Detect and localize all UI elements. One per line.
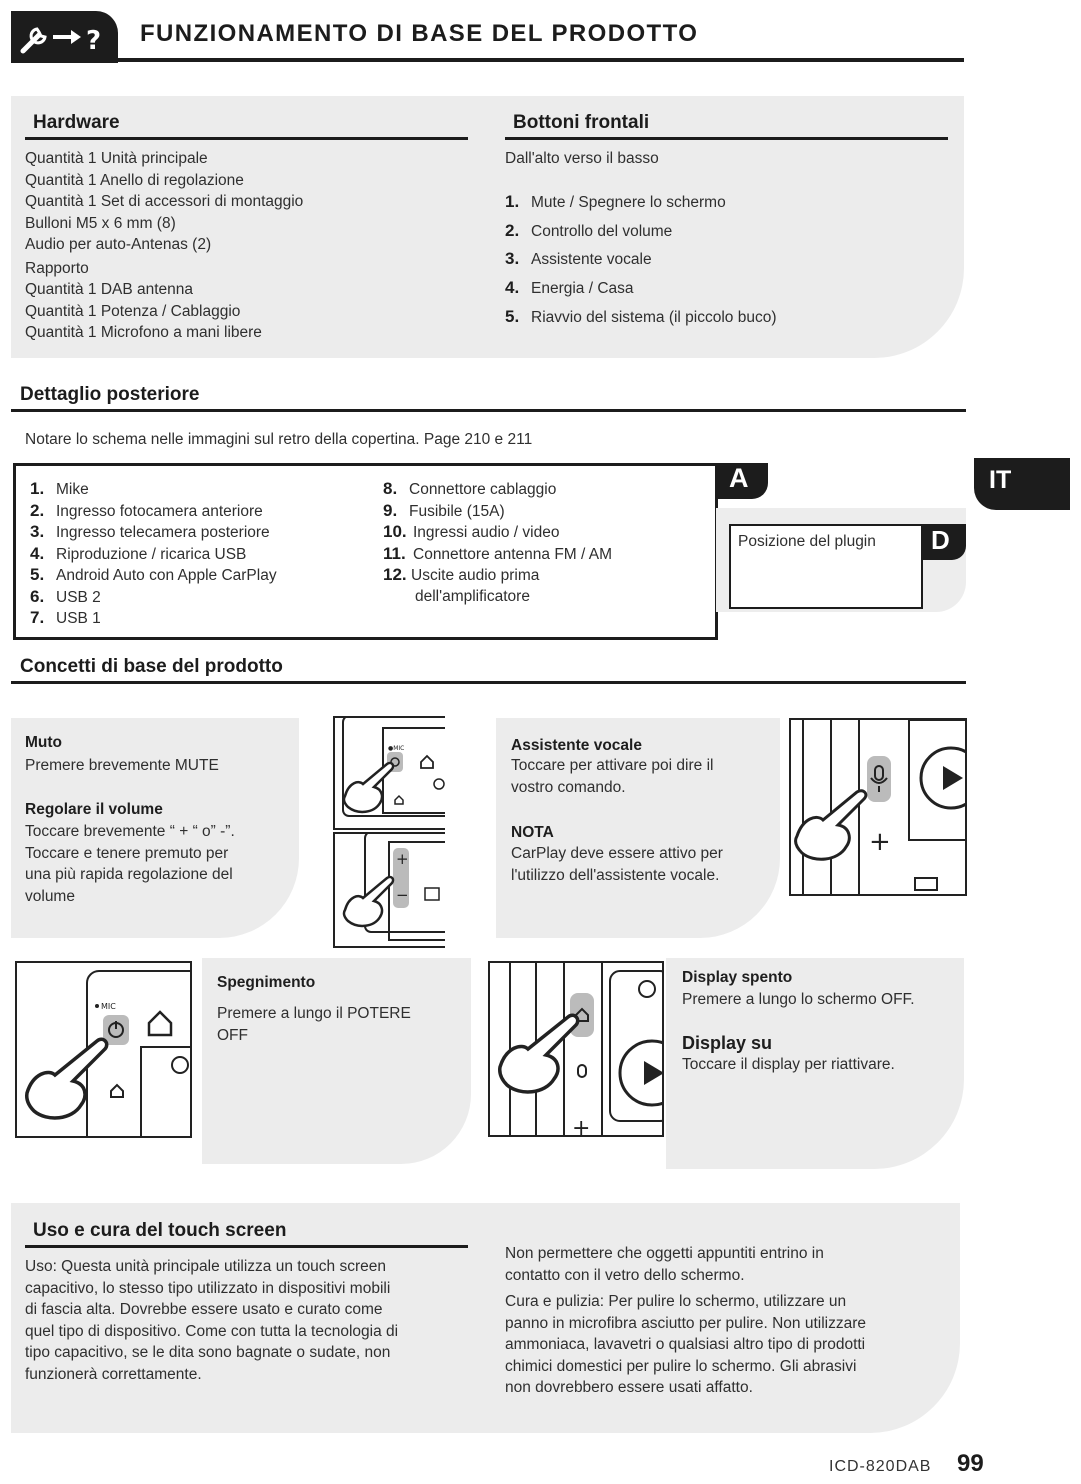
list-item: dell'amplificatore xyxy=(415,587,530,605)
list-item: 5. Riavvio del sistema (il piccolo buco) xyxy=(505,307,777,326)
display-off-text: Premere a lungo lo schermo OFF. xyxy=(682,991,915,1008)
svg-text:MIC: MIC xyxy=(101,1002,116,1011)
list-item: 4. Riproduzione / ricarica USB xyxy=(30,543,247,563)
voice-text: Toccare per attivare poi dire il vostro comando. xyxy=(511,757,714,796)
badge-a-label: A xyxy=(729,463,749,493)
touch-right-p2: Cura e pulizia: Per pulire lo schermo, utilizzare un panno in microfibra asciutto per pulire. Non utilizzare ammoniaca, lavavetri o qualsiasi altro tipo di prodotti chimici domestici per pulire lo schermo. Gli abrasivi non dovrebbero essere usati affatto. xyxy=(505,1293,866,1396)
list-item: 7. USB 1 xyxy=(30,608,101,627)
list-item: Rapporto xyxy=(25,259,89,277)
front-buttons-rule xyxy=(505,137,948,140)
hardware-list xyxy=(25,148,465,344)
touch-right-p1: Non permettere che oggetti appuntiti entrino in contatto con il vetro dello schermo. xyxy=(505,1245,824,1284)
rear-rule xyxy=(11,409,966,412)
poweroff-title: Spegnimento xyxy=(217,974,316,991)
display-on-text: Toccare il display per riattivare. xyxy=(682,1056,895,1073)
language-tab-label: IT xyxy=(989,466,1012,494)
list-item: 3. Assistente vocale xyxy=(505,249,652,268)
list-item: Quantità 1 DAB antenna xyxy=(25,281,194,298)
footer-model: ICD-820DAB xyxy=(829,1458,932,1475)
list-item: 6. USB 2 xyxy=(30,586,101,606)
list-item: Quantità 1 Set di accessori di montaggio xyxy=(25,193,304,210)
concepts-title: Concetti di base del prodotto xyxy=(20,656,283,677)
touch-title: Uso e cura del touch screen xyxy=(33,1220,287,1241)
wrench-arrow-question-icon xyxy=(11,11,118,63)
list-item: Quantità 1 Potenza / Cablaggio xyxy=(25,302,241,320)
list-item: Quantità 1 Anello di regolazione xyxy=(25,171,244,189)
volume-title: Regolare il volume xyxy=(25,801,163,818)
list-item: 11. Connettore antenna FM / AM xyxy=(383,543,613,563)
display-on-title: Display su xyxy=(682,1033,773,1053)
list-item: 10. Ingressi audio / video xyxy=(383,522,560,541)
rear-list-left xyxy=(30,478,370,629)
page-number: 99 xyxy=(957,1450,984,1477)
svg-text:●MIC: ●MIC xyxy=(388,745,405,752)
hardware-rule xyxy=(25,137,468,140)
list-item: Bulloni M5 x 6 mm (8) xyxy=(25,214,176,232)
svg-text:−: − xyxy=(396,886,409,904)
concepts-rule xyxy=(11,681,966,684)
touch-rule xyxy=(25,1245,468,1248)
list-item: 1. Mike xyxy=(30,479,89,498)
list-item: Quantità 1 Microfono a mani libere xyxy=(25,324,262,341)
list-item: 1. Mute / Spegnere lo schermo xyxy=(505,192,726,211)
front-buttons-title: Bottoni frontali xyxy=(513,112,650,133)
list-item: 2. Controllo del volume xyxy=(505,221,673,240)
poweroff-illustration xyxy=(15,961,192,1138)
list-item: Quantità 1 Unità principale xyxy=(25,150,208,167)
plugin-label: Posizione del plugin xyxy=(738,533,876,550)
mute-text: Premere brevemente MUTE xyxy=(25,757,219,774)
mute-title: Muto xyxy=(25,734,63,751)
voice-note-text: CarPlay deve essere attivo per l'utilizzo dell'assistente vocale. xyxy=(511,845,723,884)
header-rule xyxy=(118,58,964,62)
voice-note-title: NOTA xyxy=(511,824,554,841)
list-item: 8. Connettore cablaggio xyxy=(383,479,557,498)
list-item: 5. Android Auto con Apple CarPlay xyxy=(30,565,277,584)
page-title: FUNZIONAMENTO DI BASE DEL PRODOTTO xyxy=(140,20,699,47)
rear-title: Dettaglio posteriore xyxy=(20,384,200,405)
mute-illustration xyxy=(333,716,445,830)
list-item: 3. Ingresso telecamera posteriore xyxy=(30,522,270,541)
volume-illustration xyxy=(333,832,445,948)
voice-illustration xyxy=(789,718,967,896)
list-item: Audio per auto-Antenas (2) xyxy=(25,236,212,253)
list-item: 2. Ingresso fotocamera anteriore xyxy=(30,500,263,520)
svg-text:?: ? xyxy=(86,26,102,56)
list-item: 4. Energia / Casa xyxy=(505,278,634,297)
header-icon-box xyxy=(11,11,118,63)
front-buttons-intro: Dall'alto verso il basso xyxy=(505,150,659,167)
display-illustration xyxy=(488,961,664,1137)
list-item: 9. Fusibile (15A) xyxy=(383,500,505,520)
front-buttons-list xyxy=(505,191,945,335)
volume-text: Toccare brevemente “ + “ o” -”. Toccare e tenere premuto per una più rapida regolazione del volume xyxy=(25,823,235,905)
voice-title: Assistente vocale xyxy=(511,737,642,754)
hardware-title: Hardware xyxy=(33,112,120,133)
rear-note: Notare lo schema nelle immagini sul retro della copertina. Page 210 e 211 xyxy=(25,431,533,448)
poweroff-text: Premere a lungo il POTERE OFF xyxy=(217,1005,411,1044)
svg-text:+: + xyxy=(396,850,409,868)
touch-left-text: Uso: Questa unità principale utilizza un touch screen capacitivo, lo stesso tipo utilizzato in dispositivi mobili di fascia alta. Dovrebbe essere usato e curato come quel tipo di dispositivo. Come con tutta la tecnologia di tipo capacitivo, se le dita sono bagnate o sudate, non funzionerà correttamente. xyxy=(25,1258,399,1383)
badge-d-label: D xyxy=(931,525,950,555)
svg-text:+: + xyxy=(572,1116,591,1135)
display-off-title: Display spento xyxy=(682,969,793,986)
svg-text:+: + xyxy=(869,827,891,857)
list-item: 12. Uscite audio prima xyxy=(383,565,540,584)
rear-list-right xyxy=(383,478,703,607)
